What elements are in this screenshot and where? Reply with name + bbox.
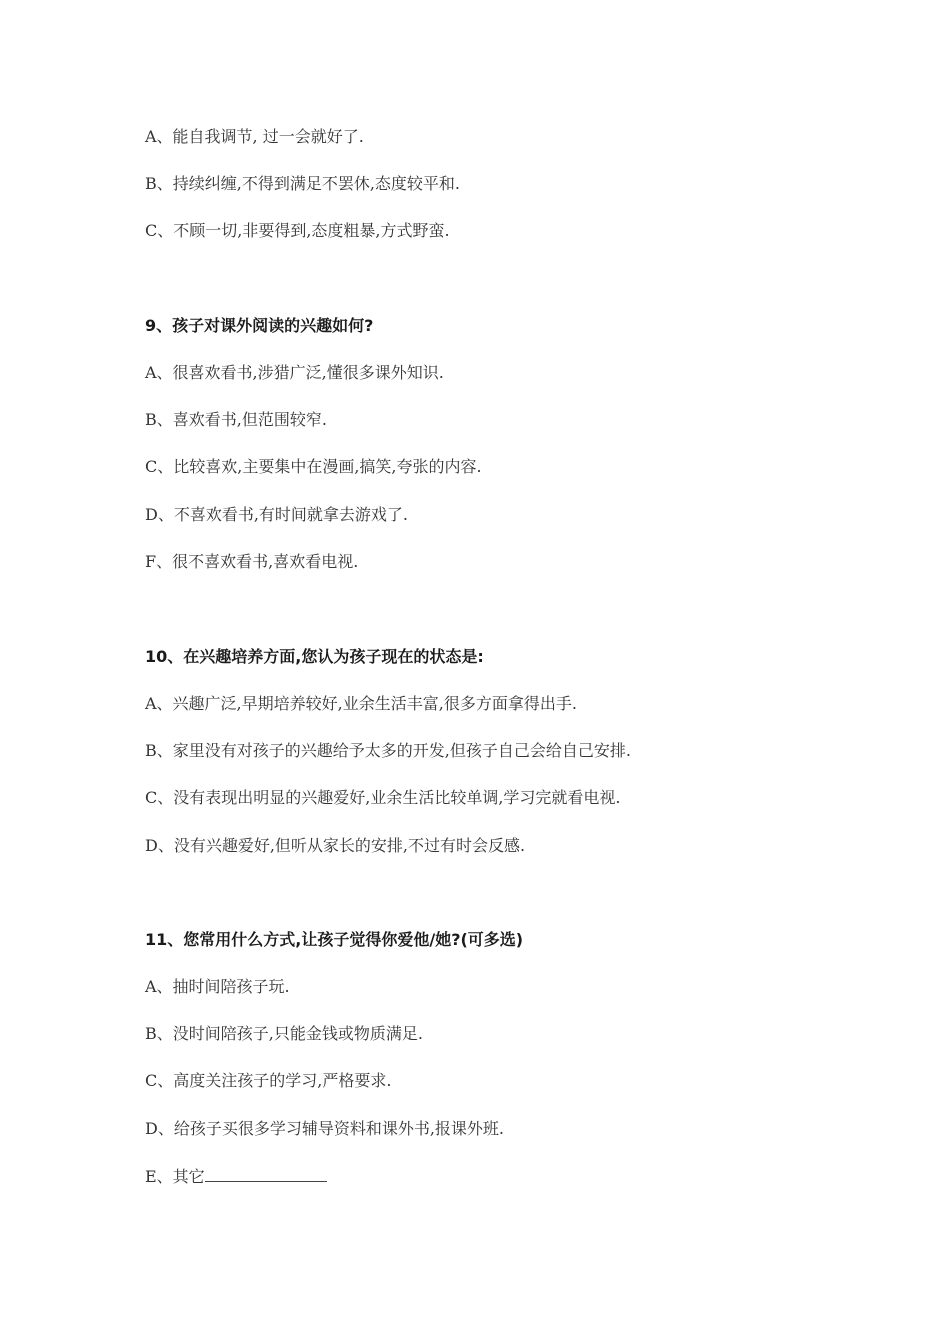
q11-option-d: D、给孩子买很多学习辅导资料和课外书,报课外班. — [145, 1119, 505, 1138]
q8-option-c: C、不顾一切,非要得到,态度粗暴,方式野蛮. — [145, 221, 450, 240]
q9-title: 9、孩子对课外阅读的兴趣如何? — [145, 316, 374, 335]
q11-title: 11、您常用什么方式,让孩子觉得你爱他/她?(可多选) — [145, 930, 524, 949]
q10-option-d: D、没有兴趣爱好,但听从家长的安排,不过有时会反感. — [145, 836, 526, 855]
q11-option-e-label: E、其它 — [145, 1167, 205, 1186]
q9-option-c: C、比较喜欢,主要集中在漫画,搞笑,夸张的内容. — [145, 457, 482, 476]
q8-option-b: B、持续纠缠,不得到满足不罢休,态度较平和. — [145, 174, 461, 193]
q10-option-a: A、兴趣广泛,早期培养较好,业余生活丰富,很多方面拿得出手. — [145, 694, 577, 713]
q11-option-a: A、抽时间陪孩子玩. — [145, 977, 290, 996]
q8-option-a: A、能自我调节, 过一会就好了. — [145, 127, 364, 146]
q10-option-b: B、家里没有对孩子的兴趣给予太多的开发,但孩子自己会给自己安排. — [145, 741, 631, 760]
q11-option-b: B、没时间陪孩子,只能金钱或物质满足. — [145, 1024, 423, 1043]
fill-in-blank[interactable] — [205, 1165, 327, 1182]
q9-option-b: B、喜欢看书,但范围较窄. — [145, 410, 327, 429]
q9-option-f: F、很不喜欢看书,喜欢看电视. — [145, 552, 359, 571]
q9-option-d: D、不喜欢看书,有时间就拿去游戏了. — [145, 505, 409, 524]
q9-option-a: A、很喜欢看书,涉猎广泛,懂很多课外知识. — [145, 363, 444, 382]
q10-title: 10、在兴趣培养方面,您认为孩子现在的状态是: — [145, 647, 484, 666]
q10-option-c: C、没有表现出明显的兴趣爱好,业余生活比较单调,学习完就看电视. — [145, 788, 621, 807]
q11-option-e — [145, 1165, 327, 1188]
q11-option-c: C、高度关注孩子的学习,严格要求. — [145, 1071, 392, 1090]
